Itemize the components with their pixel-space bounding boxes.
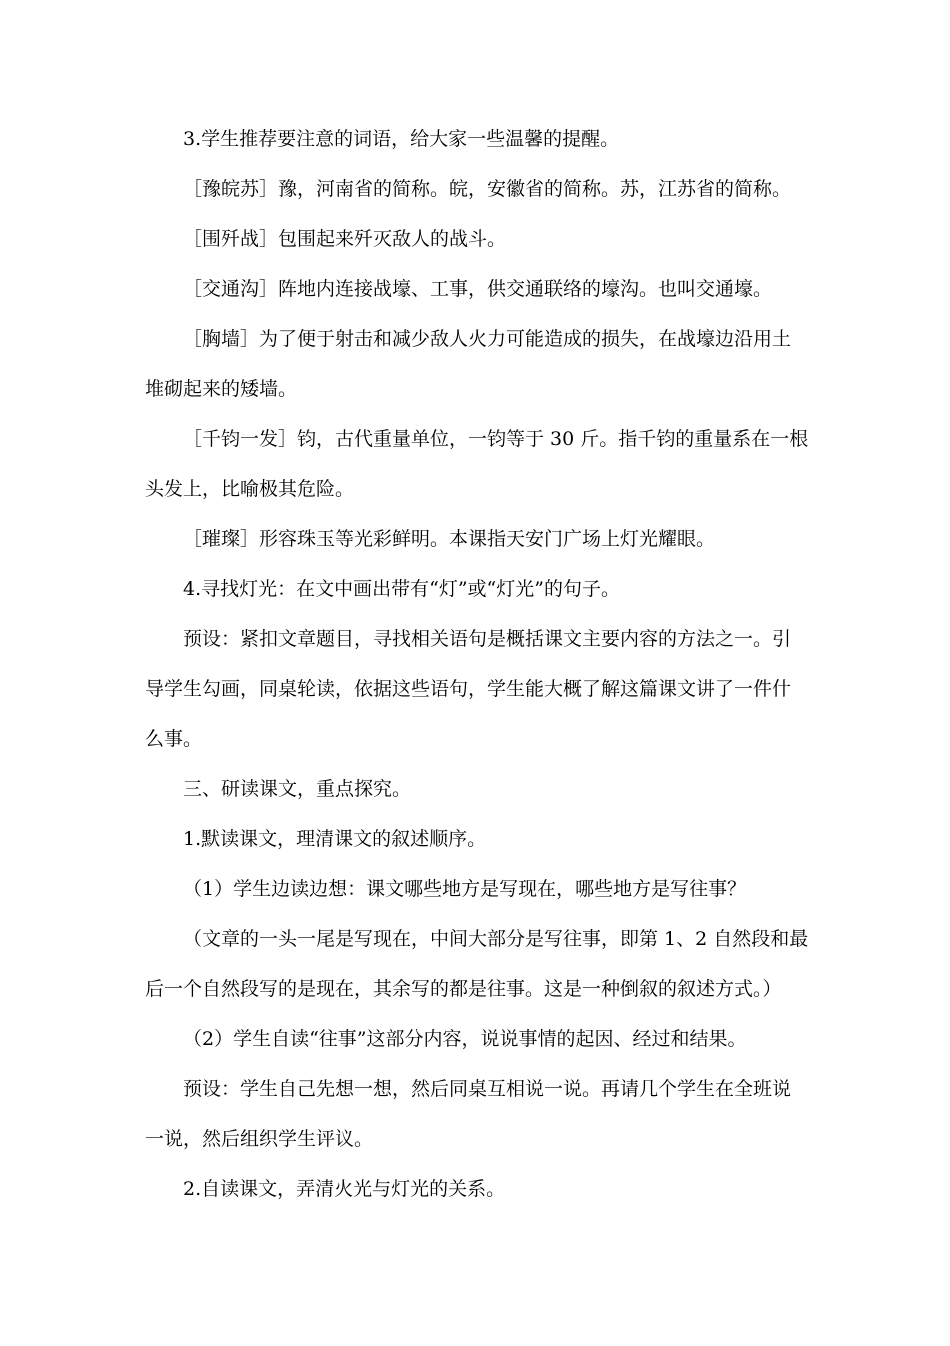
paragraph-line: （文章的一头一尾是写现在，中间大部分是写往事，即第 1、2 自然段和最	[183, 928, 809, 950]
paragraph-line: 堆砌起来的矮墙。	[145, 378, 298, 400]
paragraph-line: ［围歼战］包围起来歼灭敌人的战斗。	[183, 228, 507, 250]
paragraph-line: 预设：学生自己先想一想，然后同桌互相说一说。再请几个学生在全班说	[183, 1078, 792, 1100]
paragraph-line: ［交通沟］阵地内连接战壕、工事，供交通联络的壕沟。也叫交通壕。	[183, 278, 773, 300]
paragraph-line: 1.默读课文，理清课文的叙述顺序。	[183, 828, 487, 850]
paragraph-line: 2.自读课文，弄清火光与灯光的关系。	[183, 1178, 506, 1200]
paragraph-line: 三、研读课文，重点探究。	[183, 778, 412, 800]
paragraph-line: 么事。	[145, 728, 203, 750]
paragraph-line: ［豫皖苏］豫，河南省的简称。皖，安徽省的简称。苏，江苏省的简称。	[183, 178, 792, 200]
paragraph-line: 3.学生推荐要注意的词语，给大家一些温馨的提醒。	[183, 128, 620, 150]
paragraph-line: ［千钧一发］钧，古代重量单位，一钧等于 30 斤。指千钧的重量系在一根	[183, 428, 809, 450]
paragraph-line: 头发上，比喻极其危险。	[145, 478, 355, 500]
paragraph-line: 预设：紧扣文章题目，寻找相关语句是概括课文主要内容的方法之一。引	[183, 628, 792, 650]
paragraph-line: ［胸墙］为了便于射击和减少敌人火力可能造成的损失，在战壕边沿用土	[183, 328, 792, 350]
paragraph-line: （1）学生边读边想：课文哪些地方是写现在，哪些地方是写往事？	[183, 878, 747, 900]
paragraph-line: （2）学生自读“往事”这部分内容，说说事情的起因、经过和结果。	[183, 1028, 747, 1050]
paragraph-line: 一说，然后组织学生评议。	[145, 1128, 374, 1150]
paragraph-line: 4.寻找灯光：在文中画出带有“灯”或“灯光”的句子。	[183, 578, 620, 600]
paragraph-line: ［璀璨］形容珠玉等光彩鲜明。本课指天安门广场上灯光耀眼。	[183, 528, 716, 550]
paragraph-line: 导学生勾画，同桌轮读，依据这些语句，学生能大概了解这篇课文讲了一件什	[145, 678, 792, 700]
paragraph-line: 后一个自然段写的是现在，其余写的都是往事。这是一种倒叙的叙述方式。）	[145, 978, 782, 1000]
